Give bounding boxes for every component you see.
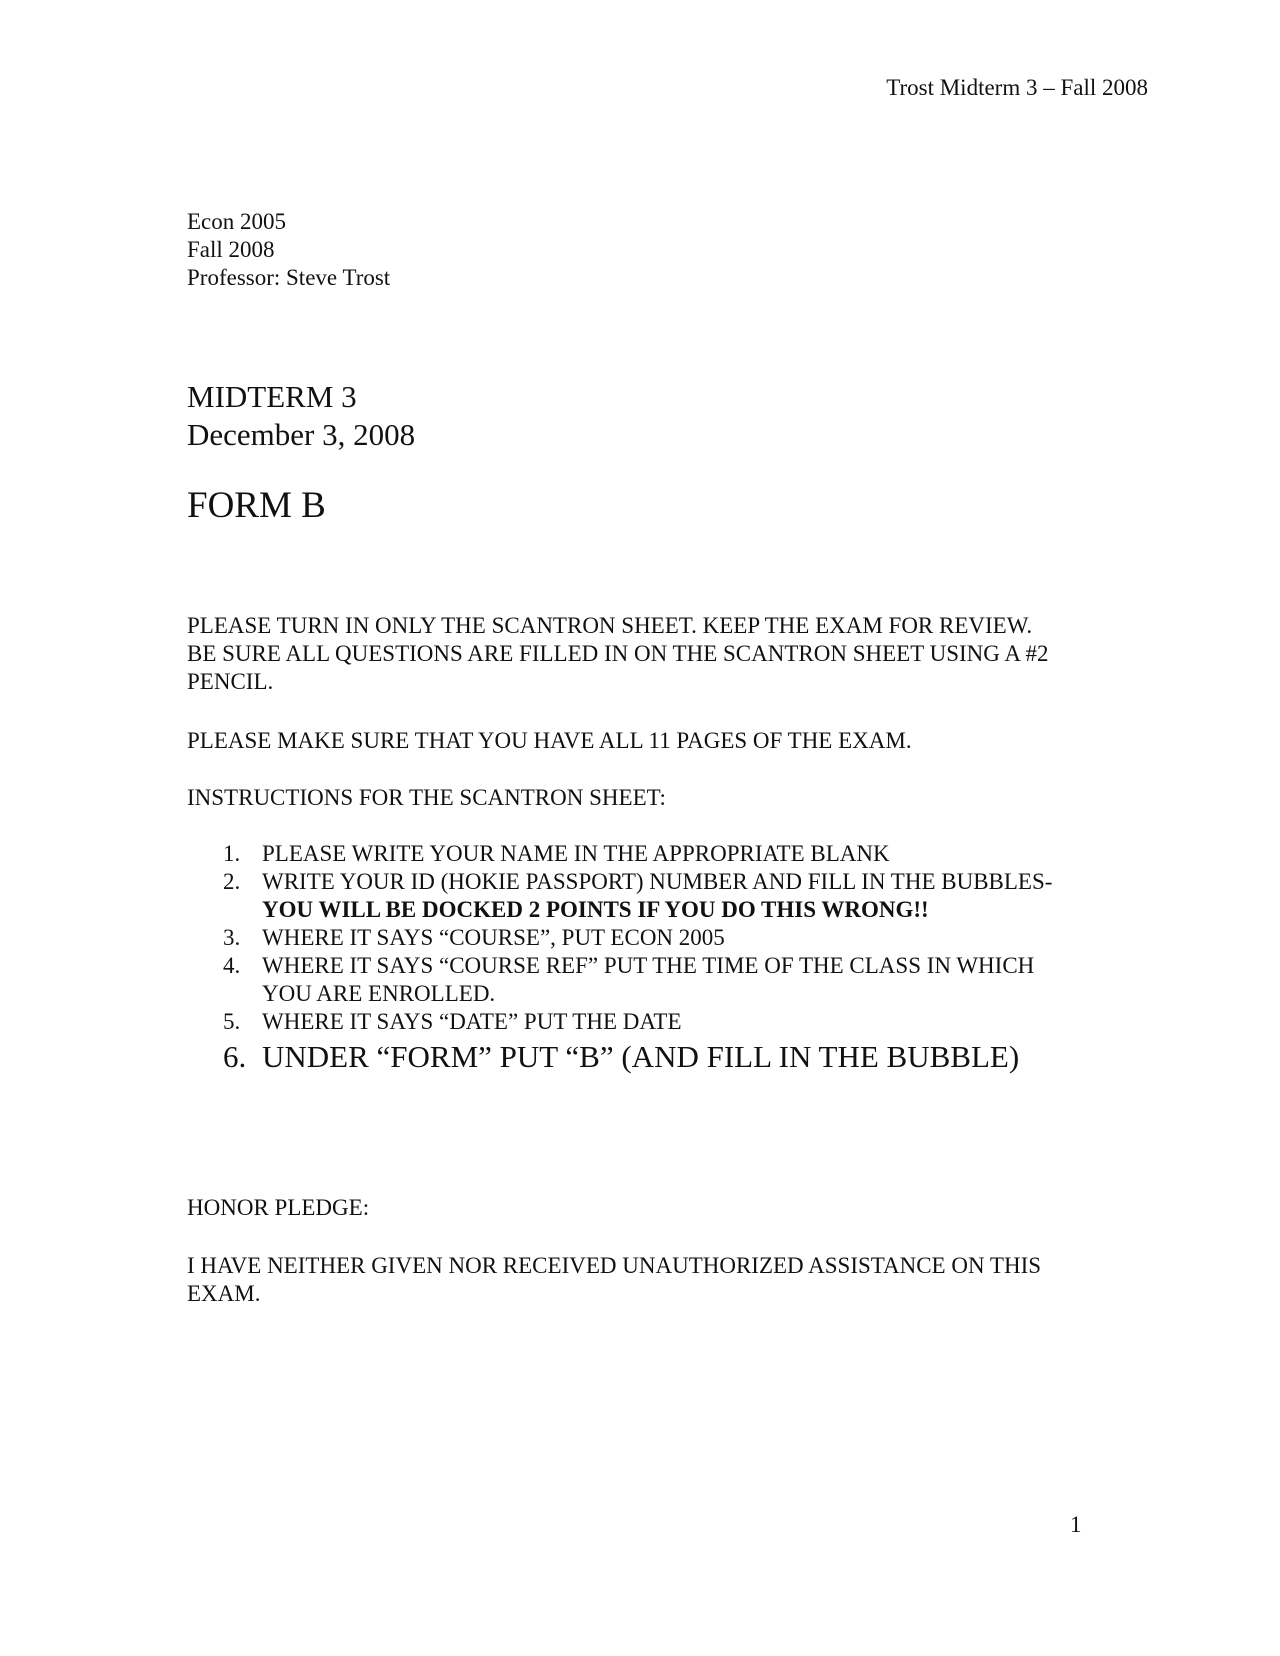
instruction-item bbox=[187, 924, 1087, 952]
instruction-item-form bbox=[187, 1038, 1087, 1076]
instruction-item bbox=[187, 952, 1087, 1008]
instruction-number: 4. bbox=[223, 953, 241, 978]
instruction-item bbox=[187, 1008, 1087, 1036]
pages-notice: PLEASE MAKE SURE THAT YOU HAVE ALL 11 PAGES OF THE EXAM. bbox=[187, 728, 912, 753]
instruction-list bbox=[187, 840, 1087, 1076]
instruction-text: WHERE IT SAYS “COURSE”, PUT ECON 2005 bbox=[262, 925, 725, 950]
instruction-number: 1. bbox=[223, 841, 241, 866]
instruction-item bbox=[187, 868, 1087, 924]
course-name: Econ 2005 bbox=[187, 209, 287, 234]
instruction-text: UNDER “FORM” PUT “B” (AND FILL IN THE BUBBLE) bbox=[262, 1039, 1020, 1074]
instruction-warning: YOU WILL BE DOCKED 2 POINTS IF YOU DO THIS WRONG!! bbox=[262, 897, 929, 922]
honor-pledge-heading: HONOR PLEDGE: bbox=[187, 1195, 370, 1220]
instruction-text: WHERE IT SAYS “COURSE REF” PUT THE TIME OF THE CLASS IN WHICH YOU ARE ENROLLED. bbox=[262, 953, 1035, 1006]
exam-form-label: FORM B bbox=[187, 485, 326, 526]
instruction-text: WHERE IT SAYS “DATE” PUT THE DATE bbox=[262, 1009, 682, 1034]
course-professor: Professor: Steve Trost bbox=[187, 265, 391, 290]
instruction-number: 2. bbox=[223, 869, 241, 894]
course-info bbox=[187, 208, 390, 292]
exam-title-block bbox=[187, 378, 415, 454]
intro-notice: PLEASE TURN IN ONLY THE SCANTRON SHEET. KEEP THE EXAM FOR REVIEW. BE SURE ALL QUESTIONS ARE FILLED IN ON THE SCANTRON SHEET USING A #2 PENCIL. bbox=[187, 613, 1049, 694]
instruction-text: PLEASE WRITE YOUR NAME IN THE APPROPRIATE BLANK bbox=[262, 841, 890, 866]
instructions-heading: INSTRUCTIONS FOR THE SCANTRON SHEET: bbox=[187, 785, 666, 810]
instruction-number: 6. bbox=[223, 1039, 247, 1074]
running-header: Trost Midterm 3 – Fall 2008 bbox=[886, 75, 1148, 100]
instruction-text: WRITE YOUR ID (HOKIE PASSPORT) NUMBER AND FILL IN THE BUBBLES- bbox=[262, 869, 1053, 894]
exam-date: December 3, 2008 bbox=[187, 417, 416, 452]
exam-title: MIDTERM 3 bbox=[187, 379, 357, 414]
course-term: Fall 2008 bbox=[187, 237, 275, 262]
instruction-number: 5. bbox=[223, 1009, 241, 1034]
instruction-number: 3. bbox=[223, 925, 241, 950]
honor-pledge-text: I HAVE NEITHER GIVEN NOR RECEIVED UNAUTHORIZED ASSISTANCE ON THIS EXAM. bbox=[187, 1253, 1042, 1306]
page-number: 1 bbox=[1070, 1512, 1082, 1537]
instruction-item bbox=[187, 840, 1087, 868]
